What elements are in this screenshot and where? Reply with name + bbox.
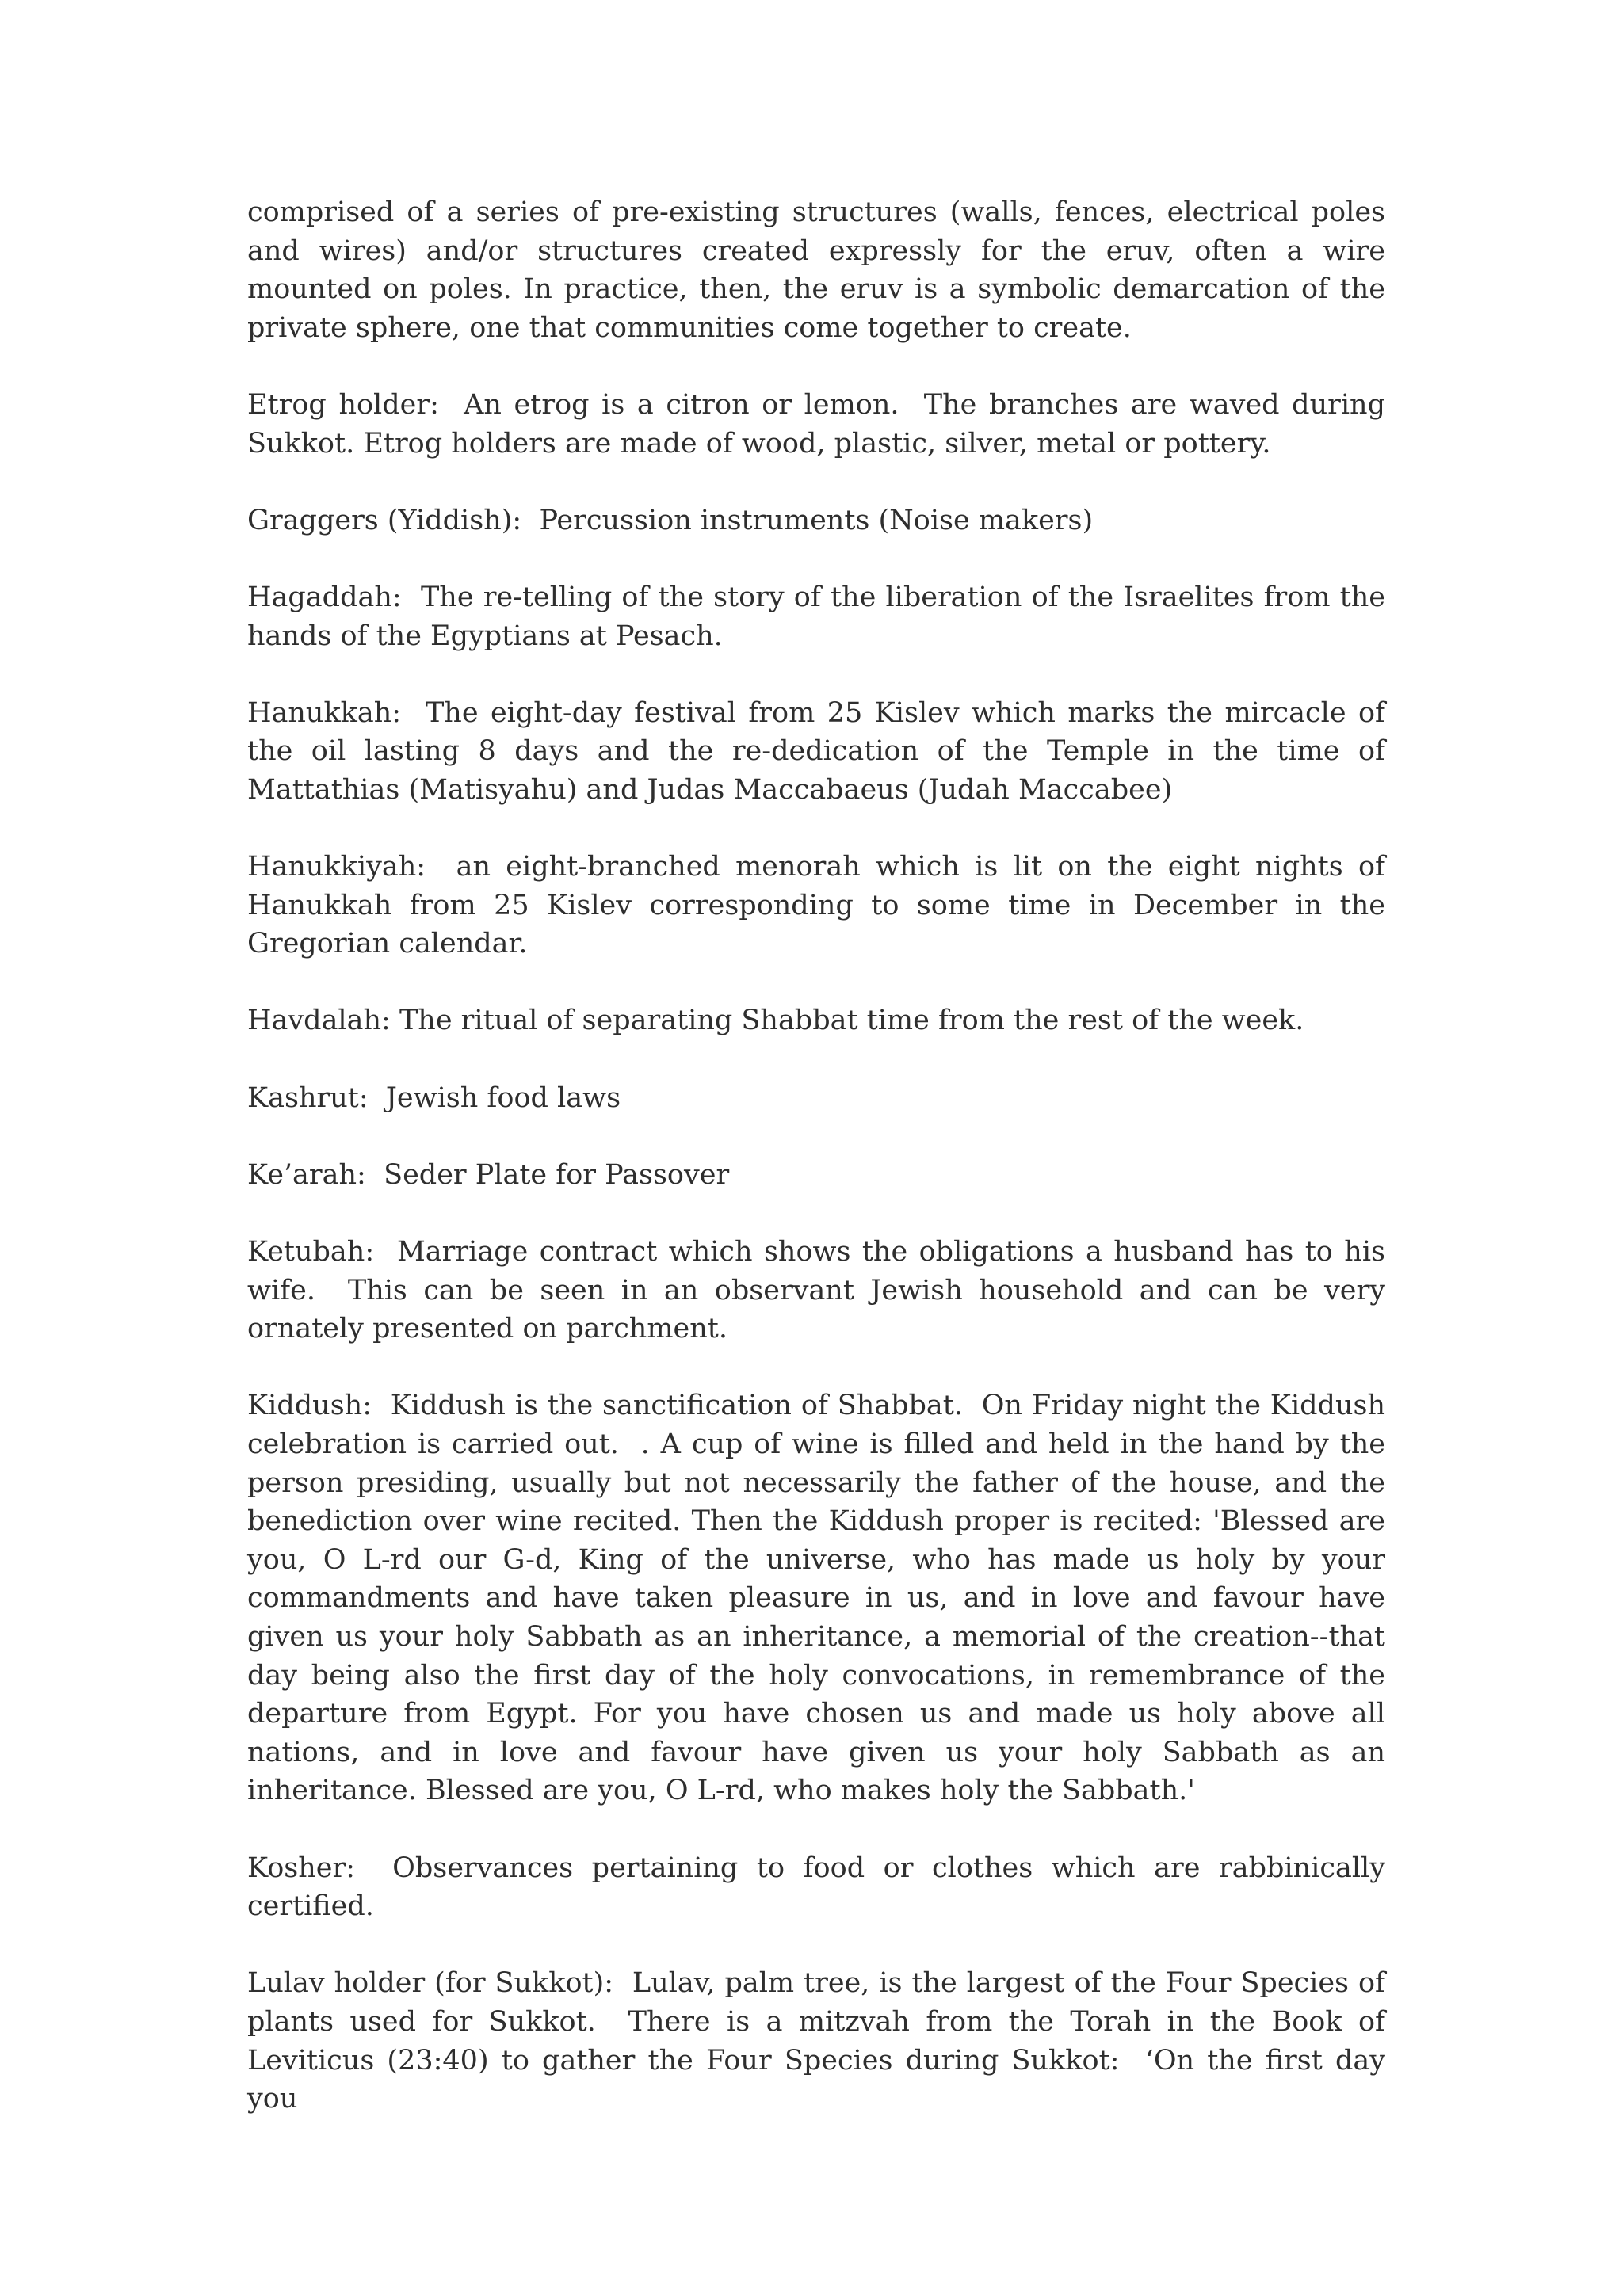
paragraph-etrog-holder: Etrog holder: An etrog is a citron or lemon. The branches are waved during Sukkot. Etrog holders are made of wood, plastic, silver, metal or pottery.	[247, 388, 1395, 460]
document-body	[247, 193, 1395, 2157]
paragraph-hagaddah: Hagaddah: The re-telling of the story of the liberation of the Israelites from the hands of the Egyptians at Pesach.	[247, 581, 1395, 652]
paragraph-graggers: Graggers (Yiddish): Percussion instruments (Noise makers)	[247, 504, 1094, 536]
paragraph-eruv-continued: comprised of a series of pre-existing structures (walls, fences, electrical poles and wires) and/or structures created expressly for the eruv, often a wire mounted on poles. In practice, then, the eruv is a symbolic demarcation of the private sphere, one that communities come together to create.	[247, 196, 1395, 344]
paragraph-kiddush: Kiddush: Kiddush is the sanctification of Shabbat. On Friday night the Kiddush celebration is carried out. . A cup of wine is filled and held in the hand by the person presiding, usually but not necessarily the father of the house, and the benediction over wine recited. Then the Kiddush proper is recited: 'Blessed are you, O L-rd our G-d, King of the universe, who has made us holy by your commandments and have taken pleasure in us, and in love and favour have given us your holy Sabbath as an inheritance, a memorial of the creation--that day being also the first day of the holy convocations, in remembrance of the departure from Egypt. For you have chosen us and made us holy above all nations, and in love and favour have given us your holy Sabbath as an inheritance. Blessed are you, O L-rd, who makes holy the Sabbath.'	[247, 1390, 1395, 1807]
paragraph-havdalah: Havdalah: The ritual of separating Shabbat time from the rest of the week.	[247, 1005, 1304, 1037]
paragraph-kosher: Kosher: Observances pertaining to food or clothes which are rabbinically certified.	[247, 1852, 1395, 1923]
paragraph-hanukkah: Hanukkah: The eight-day festival from 25 Kislev which marks the mircacle of the oil lasting 8 days and the re-dedication of the Temple in the time of Mattathias (Matisyahu) and Judas Maccabaeus (Judah Maccabee)	[247, 696, 1395, 806]
paragraph-kearah: Ke’arah: Seder Plate for Passover	[247, 1158, 730, 1191]
paragraph-lulav-holder: Lulav holder (for Sukkot): Lulav, palm tree, is the largest of the Four Species of plants used for Sukkot. There is a mitzvah from the Torah in the Book of Leviticus (23:40) to gather the Four Species during Sukkot: ‘On the first day you	[247, 1967, 1395, 2115]
paragraph-kashrut: Kashrut: Jewish food laws	[247, 1081, 621, 1114]
paragraph-hanukkiyah: Hanukkiyah: an eight-branched menorah which is lit on the eight nights of Hanukkah from 25 Kislev corresponding to some time in December in the Gregorian calendar.	[247, 851, 1395, 960]
paragraph-ketubah: Ketubah: Marriage contract which shows the obligations a husband has to his wife. This can be seen in an observant Jewish household and can be very ornately presented on parchment.	[247, 1236, 1395, 1345]
